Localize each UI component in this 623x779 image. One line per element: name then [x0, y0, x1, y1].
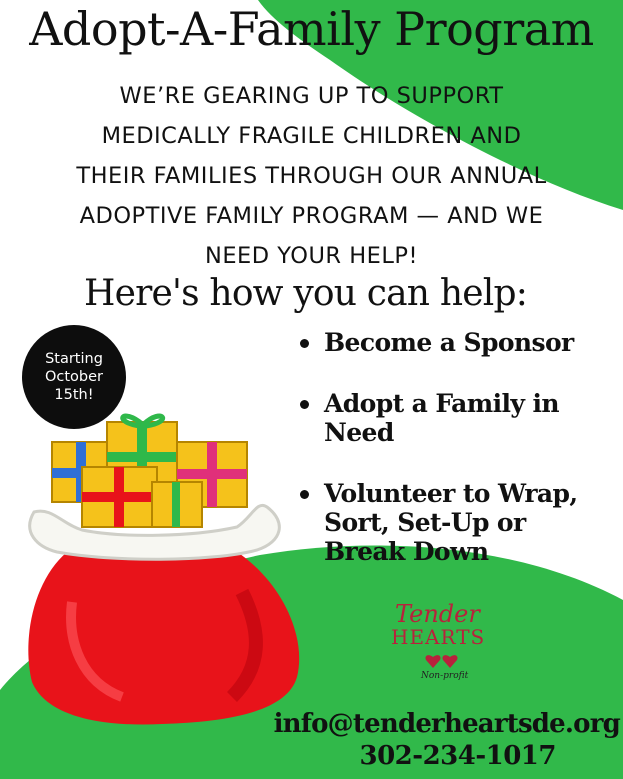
badge-line: 15th!	[54, 387, 94, 403]
contact-email[interactable]: info@tenderheartsde.org	[273, 709, 620, 739]
intro-line: NEED YOUR HELP!	[205, 243, 418, 269]
bullet-icon	[300, 339, 309, 348]
help-item-volunteer	[294, 479, 614, 566]
help-item-line: Volunteer to Wrap,	[324, 479, 578, 508]
intro-line: MEDICALLY FRAGILE CHILDREN AND	[101, 123, 522, 149]
badge-line: October	[44, 369, 104, 385]
help-item-line: Sort, Set-Up or	[324, 508, 526, 537]
help-list	[294, 328, 614, 598]
help-item-line: Need	[324, 418, 394, 447]
tender-hearts-logo	[383, 598, 495, 690]
help-heading: Here's how you can help:	[84, 273, 528, 314]
help-item-line: Become a Sponsor	[324, 328, 574, 357]
help-item-adopt	[294, 389, 614, 447]
page-title: Adopt-A-Family Program	[29, 2, 594, 56]
logo-text: HEARTS	[391, 625, 486, 649]
help-item-sponsor	[294, 328, 614, 357]
gift-sack-illustration	[12, 412, 312, 732]
logo-text: Tender	[395, 600, 480, 628]
bullet-icon	[300, 400, 309, 409]
hearts-icon	[425, 653, 459, 669]
help-item-line: Break Down	[324, 537, 489, 566]
intro-line: ADOPTIVE FAMILY PROGRAM — AND WE	[79, 203, 544, 229]
intro-line: WE’RE GEARING UP TO SUPPORT	[119, 83, 504, 109]
intro-text	[20, 76, 603, 276]
help-item-line: Adopt a Family in	[324, 389, 559, 418]
intro-line: THEIR FAMILIES THROUGH OUR ANNUAL	[76, 163, 547, 189]
logo-tagline: Non-profit	[421, 671, 469, 681]
contact-info	[250, 708, 620, 772]
badge-line: Starting	[45, 351, 103, 367]
gifts-icon	[52, 416, 247, 527]
contact-phone[interactable]: 302-234-1017	[359, 741, 556, 771]
